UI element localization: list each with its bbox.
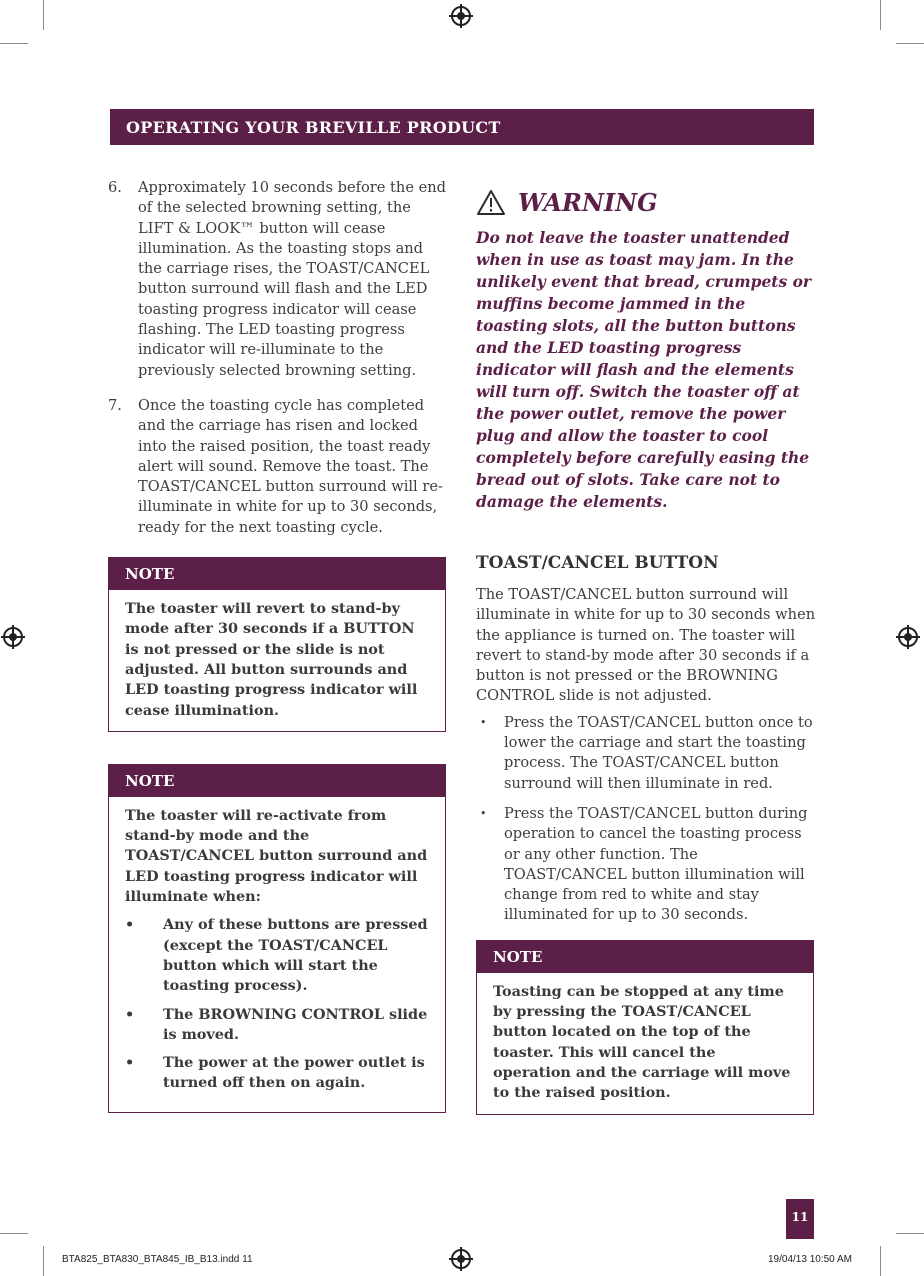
note-list-item: • The power at the power outlet is turned off then on again. (125, 1053, 429, 1094)
note-text: The toaster will revert to stand-by mode after 30 seconds if a BUTTON is not pressed or the slide is not adjusted. All button surrounds and LED toasting progress indicator will cease illumination. (125, 600, 418, 719)
registration-mark-icon (451, 1249, 471, 1269)
warning-title: WARNING (518, 188, 658, 217)
left-column (108, 178, 450, 1113)
warning-triangle-icon (476, 189, 506, 216)
step-item (108, 396, 450, 538)
crop-mark (896, 43, 924, 44)
section-header: OPERATING YOUR BREVILLE PRODUCT (110, 109, 814, 145)
note-intro: The toaster will re-activate from stand-by mode and the TOAST/CANCEL button surround and LED toasting progress indicator will illuminate when: (125, 806, 428, 906)
footer-filename: BTA825_BTA830_BTA845_IB_B13.indd 11 (62, 1254, 253, 1265)
crop-mark (0, 1233, 28, 1234)
note-text: Toasting can be stopped at any time by pressing the TOAST/CANCEL button located on the top of the toaster. This will cancel the operation and the carriage will move to the raised position. (493, 982, 791, 1102)
crop-mark (896, 1233, 924, 1234)
crop-mark (43, 1246, 44, 1276)
section-intro: The TOAST/CANCEL button surround will illuminate in white for up to 30 seconds when the appliance is turned on. The toaster will revert to stand-by mode after 30 seconds if a button is not pressed or the BROWNING CONTROL slide is not adjusted. (476, 586, 816, 705)
registration-mark-icon (451, 6, 471, 26)
bullet-list (476, 713, 816, 926)
step-item (108, 178, 450, 381)
registration-mark-icon (3, 627, 23, 647)
footer-datetime: 19/04/13 10:50 AM (768, 1254, 852, 1265)
step-number: 6. (108, 179, 122, 196)
note-stop (476, 940, 814, 1115)
bullet-item: • Press the TOAST/CANCEL button once to lower the carriage and start the toasting process. The TOAST/CANCEL button surround will then illuminate in red. (476, 713, 816, 794)
step-text: Approximately 10 seconds before the end of the selected browning setting, the LIFT & LOOK™ button will cease illumination. As the toasting stops and the carriage rises, the TOAST/CANCEL button surround will flash and the LED toasting progress indicator will cease flashing. The LED toasting progress indicator will re-illuminate to the previously selected browning setting. (138, 179, 446, 379)
crop-mark (880, 0, 881, 30)
note-body (109, 797, 445, 1112)
note-title: NOTE (109, 765, 445, 797)
bullet-item: • Press the TOAST/CANCEL button during operation to cancel the toasting process or any other function. The TOAST/CANCEL button illumination will change from red to white and stay illuminated for up to 30 seconds. (476, 804, 816, 926)
note-list (125, 915, 429, 1093)
note-title: NOTE (477, 941, 813, 973)
crop-mark (0, 43, 28, 44)
step-number: 7. (108, 396, 122, 414)
section-heading: TOAST/CANCEL BUTTON (476, 553, 719, 573)
note-list-item: • Any of these buttons are pressed (except the TOAST/CANCEL button which will start the toasting process). (125, 915, 429, 996)
steps-list (108, 178, 450, 538)
crop-mark (43, 0, 44, 30)
crop-mark (880, 1246, 881, 1276)
note-reactivate (108, 764, 446, 1113)
note-title: NOTE (109, 558, 445, 590)
page-number: 11 (786, 1199, 814, 1239)
note-standby (108, 557, 446, 732)
right-column (476, 188, 816, 1115)
registration-mark-icon (898, 627, 918, 647)
note-list-item: • The BROWNING CONTROL slide is moved. (125, 1005, 429, 1046)
step-text: Once the toasting cycle has completed and the carriage has risen and locked into the raised position, the toast ready alert will sound. Remove the toast. The TOAST/CANCEL button surround will re-illuminate in white for up to 30 seconds, ready for the next toasting cycle. (138, 396, 443, 536)
warning-header (476, 188, 816, 217)
warning-text: Do not leave the toaster unattended when in use as toast may jam. In the unlikely event that bread, crumpets or muffins become jammed in the toasting slots, all the button buttons and the LED toasting progress indicator will flash and the elements will turn off. Switch the toaster off at the power outlet, remove the power plug and allow the toaster to cool completely before carefully easing the bread out of slots. Take care not to damage the elements. (476, 228, 812, 511)
